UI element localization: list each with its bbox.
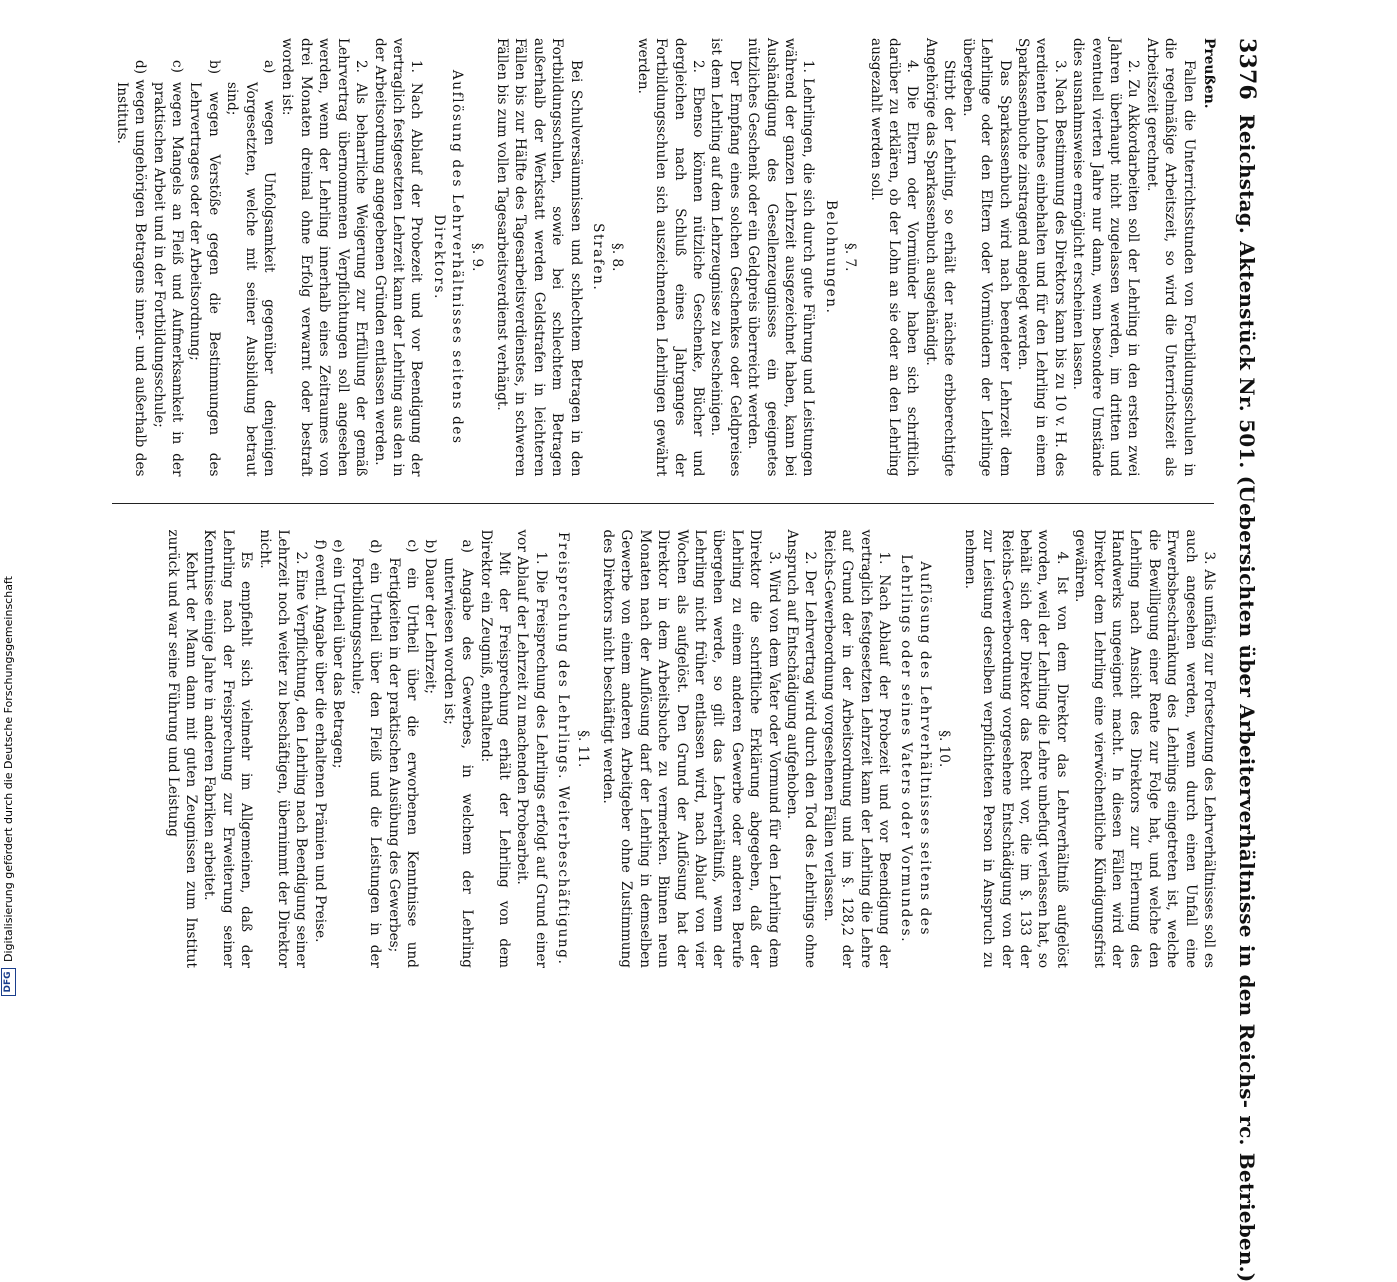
paragraph: 4. Die Eltern oder Vormünder haben sich schriftlich darüber zu erklären, ob der Lohn an sie oder an den Lehrling ausgezahlt werden soll. xyxy=(867,38,921,477)
paragraph: 2. Der Lehrvertrag wird durch den Tod des Lehrlings ohne Anspruch auf Entschädigung aufgehoben. xyxy=(784,529,819,968)
list-item: b) Dauer der Lehrzeit; xyxy=(422,539,439,694)
section-number: §. 9. xyxy=(468,243,485,272)
paragraph: Bei Schulversäumnissen und schlechtem Betragen in den Fortbildungsschulen, sowie bei schlechtem Betragen außerhalb der Werkstatt werden Geldstrafen in leichteren Fällen bis zur Hälfte des Tagesarbeitsverdienstes, in schweren Fällen bis zum vollen Tagesarbeitsverdienst verhängt. xyxy=(493,38,584,477)
list-item: b) wegen Verstöße gegen die Bestimmungen des Lehrvertrages oder der Arbeitsordnung; xyxy=(187,60,222,477)
right-column xyxy=(112,530,1218,969)
paragraph: Der Empfang eines solchen Geschenkes oder Geldpreises ist dem Lehrling auf dem Lehrzeugnisse zu bescheinigen. xyxy=(708,38,743,477)
paragraph: 3. Als unfähig zur Fortsetzung des Lehrverhältnisses soll es auch angesehen werden, wenn durch einen Unfall eine Erwerbsbeschränkung des Lehrlings eingetreten ist, welche die Bewilligung einer Rente zur Folge hat, und welche den Lehrling nach Ansicht des Direktors zur Erlernung des Handwerks ungeeignet macht. In diesen Fällen wird der Direktor dem Lehrling eine vierwöchentliche Kündigungsfrist gewähren. xyxy=(1072,529,1217,968)
paragraph: Kehrt der Mann dann mit guten Zeugnissen zum Institut zurück und war seine Führung und Leistung xyxy=(164,529,200,968)
region-heading: Preußen. xyxy=(1201,38,1217,109)
list-item: a) Angabe des Gewerbes, in welchem der Lehrling unterwiesen worden ist; xyxy=(440,539,476,968)
list-item: e) ein Urtheil über das Betragen; xyxy=(330,539,347,769)
paragraph: Fallen die Unterrichtsstunden von Fortbildungsschulen in die regelmäßige Arbeitszeit, so wird die Unterrichtszeit als Arbeitszeit gerechnet. xyxy=(1143,38,1197,477)
list xyxy=(311,530,477,969)
list-item: d) wegen ungehörigen Betragens inner- und außerhalb des Instituts. xyxy=(113,60,149,477)
paragraph: 1. Die Freisprechung des Lehrlings erfolgt auf Grund einer vor Ablauf der Lehrzeit zu machenden Probearbeit. xyxy=(514,529,549,968)
paragraph: Stirbt der Lehrling, so erhält der nächste erbberechtigte Angehörige das Sparkassenbuch ausgehändigt. xyxy=(922,38,958,477)
section-heading: Strafen. xyxy=(590,223,606,292)
digitization-credit xyxy=(1,576,16,996)
list-item: a) wegen Unfolgsamkeit gegenüber denjenigen Vorgesetzten, welche mit seiner Ausbildung betraut sind; xyxy=(224,60,278,477)
section-number: §. 10. xyxy=(936,730,953,768)
section-heading: Auflösung des Lehrverhältnisses seitens des Direktors. xyxy=(430,69,466,445)
paragraph: 4. Ist von dem Direktor das Lehrverhältniß aufgelöst worden, weil der Lehrling die Lehre unbefugt verlassen hat, so behält sich der Direktor das Recht vor, die im §. 133 der Reichs-Gewerbeordnung vorgesehene Entschädigung von der zur Leistung derselben verpflichteten Person in Anspruch zu nehmen. xyxy=(961,529,1070,968)
list-item: f) eventl. Angabe über die erhaltenen Prämien und Preise. xyxy=(311,539,328,943)
section-number: §. 11. xyxy=(574,730,591,768)
page-header xyxy=(1234,38,1260,1282)
paragraph: 2. Zu Akkordarbeiten soll der Lehrling in den ersten zwei Jahren überhaupt nicht zugelassen werden, im dritten und eventuell vierten Jahre nur dann, wenn besondere Umstände dies ausnahmsweise ermöglicht erscheinen lassen. xyxy=(1070,38,1142,477)
paragraph: 2. Eine Verpflichtung, den Lehrling nach Beendigung seiner Lehrzeit noch weiter zu beschäftigen, übernimmt der Direktor nicht. xyxy=(256,529,310,968)
page-number: 3376 xyxy=(1234,38,1260,101)
paragraph: 3. Nach Bestimmung des Direktors kann bis zu 10 v. H. des verdienten Lohnes einbehalten und für den Lehrling in einem Sparkassenbuche zinstragend angelegt werden. xyxy=(1014,38,1068,477)
paragraph: 3. Wird von dem Vater oder Vormund für den Lehrling dem Direktor die schriftliche Erklärung abgegeben, daß der Lehrling zu einem anderen Gewerbe oder anderen Berufe übergehen werde, so gilt das Lehrverhältniß, wenn der Lehrling nicht früher entlassen wird, nach Ablauf von vier Wochen als aufgelöst. Den Grund der Auflösung hat der Direktor in dem Arbeitsbuche zu vermerken. Binnen neun Monaten nach der Auflösung darf der Lehrling in demselben Gewerbe von einem anderen Arbeitgeber ohne Zustimmung des Direktors nicht beschäftigt werden. xyxy=(600,529,782,968)
paragraph: Mit der Freisprechung erhält der Lehrling von dem Direktor ein Zeugniß, enthaltend: xyxy=(477,529,512,968)
paragraph: 1. Nach Ablauf der Probezeit und vor Beendigung der vertraglich festgesetzten Lehrzeit kann der Lehrling die Lehre auf Grund der in der Arbeitsordnung und im §. 128,2 der Reichs-Gewerbeordnung vorgesehenen Fällen verlassen. xyxy=(820,529,893,968)
list-item: d) ein Urtheil über den Fleiß und die Leistungen in der Fortbildungsschule; xyxy=(348,539,384,968)
list-item: c) ein Urtheil über die erworbenen Kenntnisse und Fertigkeiten in der praktischen Ausübung des Gewerbes; xyxy=(385,539,420,968)
paragraph: Das Sparkassenbuch wird nach beendeter Lehrzeit dem Lehrlinge oder den Eltern oder Vormündern der Lehrlinge übergeben. xyxy=(959,38,1013,477)
text-columns xyxy=(112,38,1218,968)
section-heading: Freisprechung des Lehrlings. Weiterbeschäftigung. xyxy=(555,531,572,966)
credit-text: Digitalisierung gefördert durch die Deutsche Forschungsgemeinschaft xyxy=(2,576,15,962)
paragraph: 1. Lehrlingen, die sich durch gute Führung und Leistungen während der ganzen Lehrzeit ausgezeichnet haben, kann bei Aushändigung des Gesellenzeugnisses ein geeignetes nützliches Geschenk oder ein Geldpreis überreicht werden. xyxy=(745,38,817,477)
list xyxy=(112,38,278,477)
column-divider xyxy=(112,503,1214,504)
paragraph: 2. Als beharrliche Weigerung zur Erfüllung der gemäß Lehrvertrag übernommenen Verpflichtungen soll angesehen werden, wenn der Lehrling innerhalb eines Zeitraumes von drei Monaten dreimal ohne Erfolg verwarnt oder bestraft worden ist: xyxy=(279,38,370,477)
paragraph: 1. Nach Ablauf der Probezeit und vor Beendigung der vertraglich festgesetzten Lehrzeit kann der Lehrling aus den in der Arbeitsordnung angegebenen Gründen entlassen werden. xyxy=(371,38,425,477)
dfg-logo-icon: DFG xyxy=(1,968,16,996)
left-column xyxy=(112,38,1218,477)
paragraph: 2. Ebenso können nützliche Geschenke, Bücher und dergleichen nach Schluß eines Jahrganges der Fortbildungsschulen sich auszeichnenden Lehrlingen gewährt werden. xyxy=(634,38,707,477)
section-heading: Belohnungen. xyxy=(822,199,839,315)
paragraph: Es empfiehlt sich vielmehr im Allgemeinen, daß der Lehrling nach der Freisprechung zur Erweiterung seiner Kenntnisse einige Jahre in anderen Fabriken arbeitet. xyxy=(201,529,255,968)
section-heading: Auflösung des Lehrverhältnisses seitens des Lehrlings oder seines Vaters oder Vormundes. xyxy=(898,554,933,944)
list-item: c) wegen Mangels an Fleiß und Aufmerksamkeit in der praktischen Arbeit und in der Fortbildungsschule; xyxy=(150,60,186,477)
section-number: §. 8. xyxy=(609,243,626,272)
section-number: §. 7. xyxy=(842,243,859,272)
page-title: Reichstag. Aktenstück Nr. 501. (Uebersichten über Arbeiterverhältnisse in den Reichs- rc. Betrieben.) xyxy=(1235,114,1259,1282)
